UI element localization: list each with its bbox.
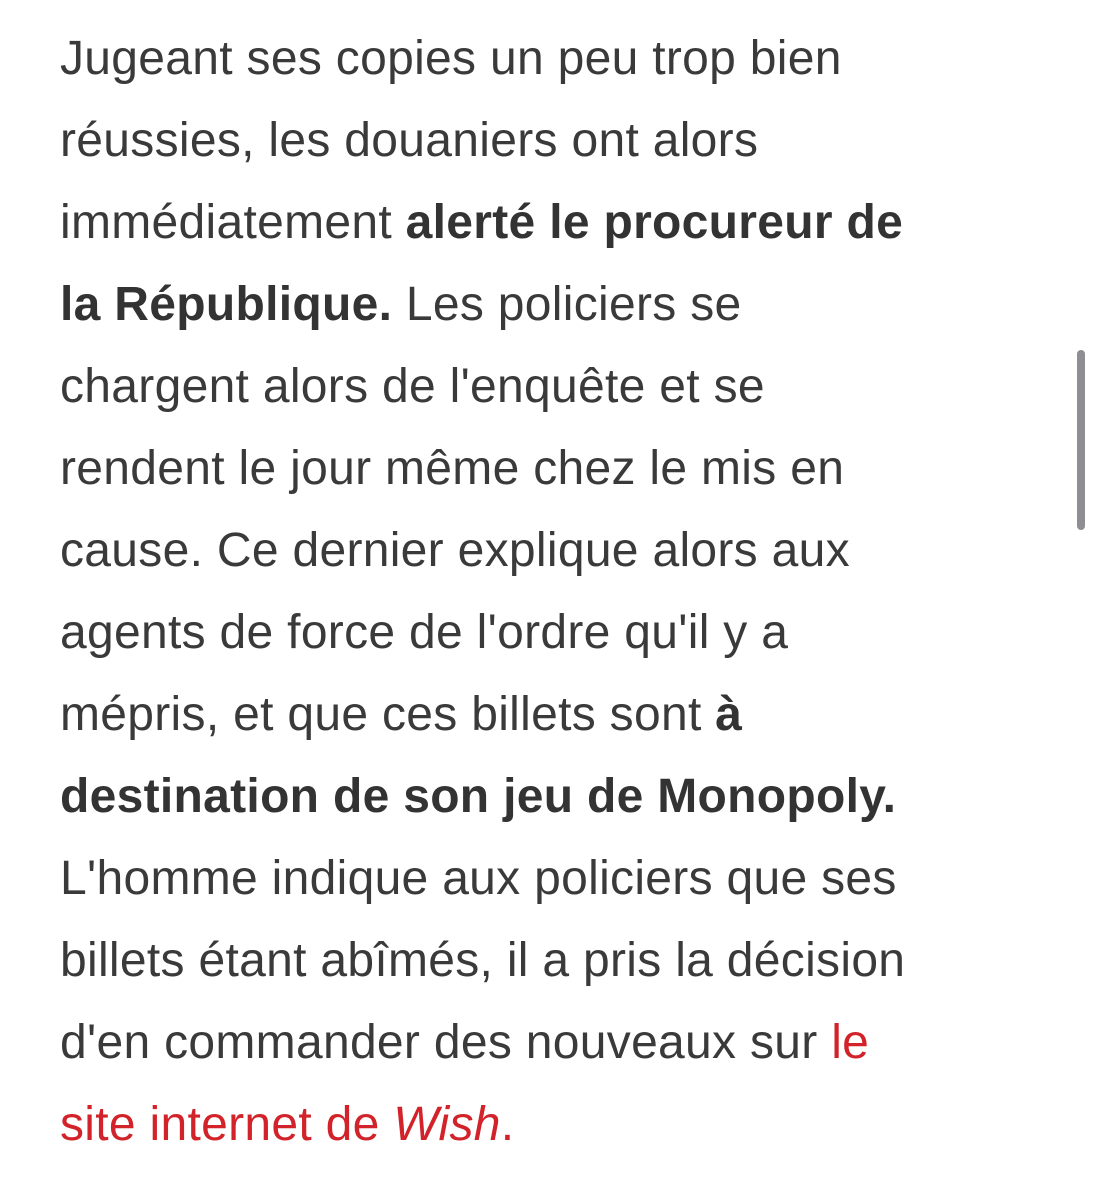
bold-text: à: [715, 688, 743, 741]
text-line-8: [60, 592, 1050, 674]
text-line-3: [60, 182, 1050, 264]
line-text: billets étant abîmés, il a pris la décision: [60, 934, 906, 987]
line-text: chargent alors de l'enquête et se: [60, 360, 765, 413]
link-italic-text: Wish: [393, 1098, 501, 1151]
line-text: réussies, les douaniers ont alors: [60, 114, 759, 167]
text-line-2: [60, 100, 1050, 182]
line-text: Jugeant ses copies un peu trop bien: [60, 32, 842, 85]
text-line-11: [60, 838, 1050, 920]
text-line-5: [60, 346, 1050, 428]
line-text: agents de force de l'ordre qu'il y a: [60, 606, 789, 659]
line-text: immédiatement: [60, 196, 406, 249]
text-line-14: [60, 1084, 1050, 1166]
article-body: [60, 18, 1050, 1166]
line-text: d'en commander des nouveaux sur: [60, 1016, 832, 1069]
bold-text: alerté le procureur de: [405, 196, 904, 249]
line-text: Les policiers se: [392, 278, 742, 331]
text-line-13: [60, 1002, 1050, 1084]
text-line-4: [60, 264, 1050, 346]
text-line-1: [60, 18, 1050, 100]
line-text: cause. Ce dernier explique alors aux: [60, 524, 850, 577]
link-trailing-text: .: [500, 1098, 515, 1151]
text-line-12: [60, 920, 1050, 1002]
vertical-scrollbar[interactable]: [1077, 350, 1085, 530]
link-text: site internet de: [60, 1098, 394, 1151]
text-line-9: [60, 674, 1050, 756]
line-text: L'homme indique aux policiers que ses: [60, 852, 897, 905]
text-line-10: [60, 756, 1050, 838]
wish-site-link-start[interactable]: le: [831, 1016, 870, 1069]
line-text: mépris, et que ces billets sont: [60, 688, 716, 741]
bold-text: destination de son jeu de Monopoly.: [60, 770, 897, 823]
text-line-7: [60, 510, 1050, 592]
article-paragraph: [60, 18, 1050, 1166]
line-text: rendent le jour même chez le mis en: [60, 442, 845, 495]
bold-text: la République.: [60, 278, 393, 331]
text-line-6: [60, 428, 1050, 510]
wish-site-link[interactable]: [60, 1098, 514, 1151]
